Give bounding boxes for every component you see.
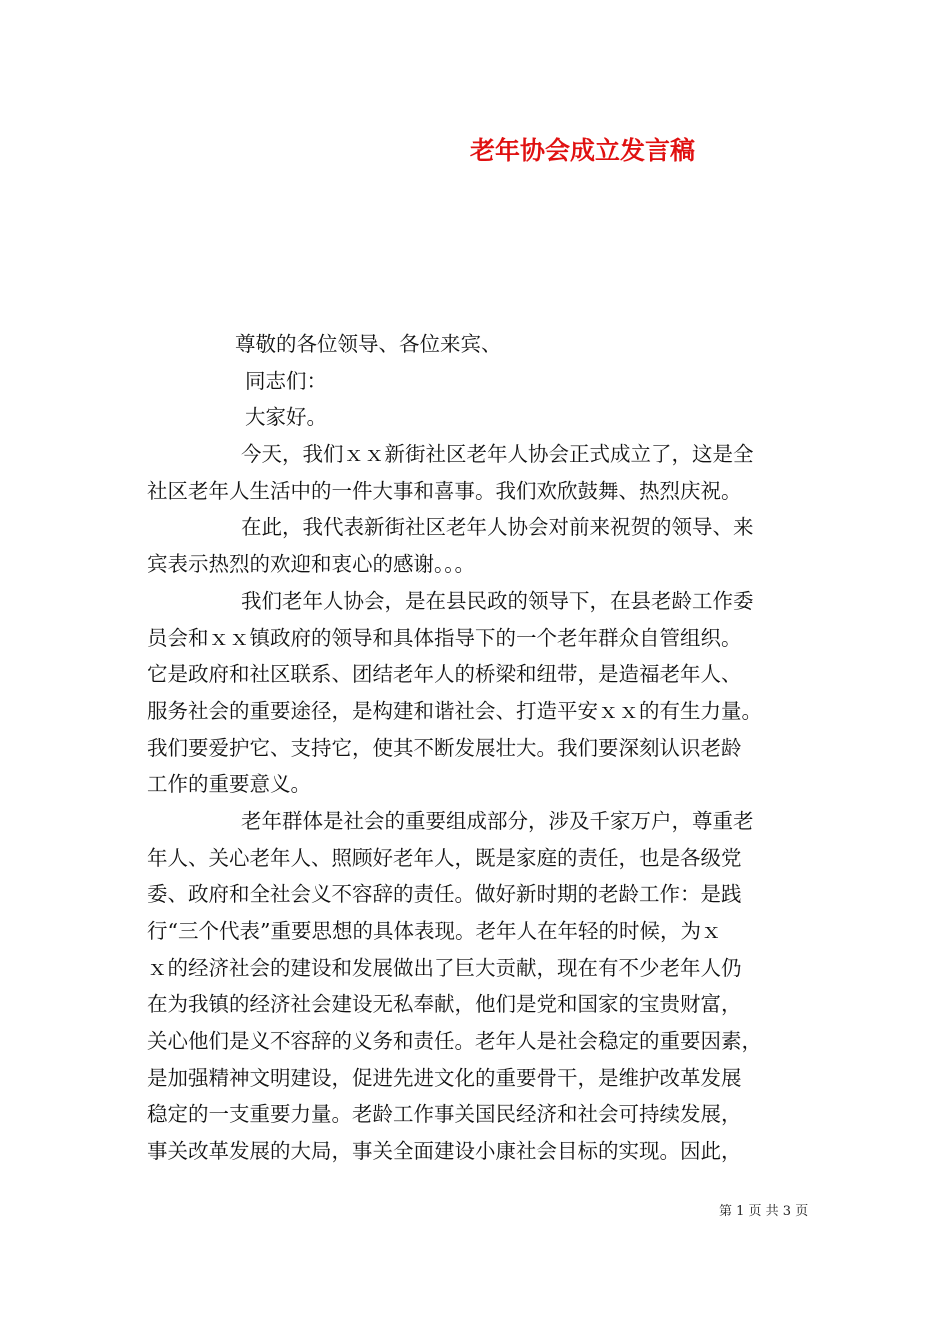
paragraph-line: 关心他们是义不容辞的义务和责任。老年人是社会稳定的重要因素， [147, 1029, 762, 1054]
paragraph-line: 员会和ｘｘ镇政府的领导和具体指导下的一个老年群众自管组织。 [147, 625, 742, 650]
paragraph-line: 在此，我代表新街社区老年人协会对前来祝贺的领导、来 [241, 515, 754, 540]
paragraph-line: 稳定的一支重要力量。老龄工作事关国民经济和社会可持续发展， [147, 1102, 742, 1127]
paragraph-line: ｘ的经济社会的建设和发展做出了巨大贡献，现在有不少老年人仍 [147, 955, 742, 980]
paragraph-line: 行“三个代表”重要思想的具体表现。老年人在年轻的时候，为ｘ [147, 919, 722, 943]
greeting-line: 尊敬的各位领导、各位来宾、 [235, 332, 502, 356]
paragraph-line: 宾表示热烈的欢迎和衷心的感谢。。。 [147, 552, 475, 577]
document-body [147, 326, 837, 1170]
paragraph-line: 我们老年人协会，是在县民政的领导下，在县老龄工作委 [241, 588, 754, 613]
paragraph-line: 服务社会的重要途径，是构建和谐社会、打造平安ｘｘ的有生力量。 [147, 698, 762, 723]
page-number: 第 1 页 共 3 页 [719, 1204, 809, 1219]
paragraph-line: 委、政府和全社会义不容辞的责任。做好新时期的老龄工作：是践 [147, 882, 742, 907]
greeting-line: 大家好。 [245, 405, 327, 430]
paragraph-line: 工作的重要意义。 [147, 772, 311, 797]
paragraph-line: 社区老年人生活中的一件大事和喜事。我们欢欣鼓舞、热烈庆祝。 [147, 478, 742, 503]
paragraph-line: 老年群体是社会的重要组成部分，涉及千家万户，尊重老 [241, 808, 754, 833]
document-title: 老年协会成立发言稿 [470, 136, 696, 165]
paragraph-line: 我们要爱护它、支持它，使其不断发展壮大。我们要深刻认识老龄 [147, 735, 742, 760]
paragraph-line: 年人、关心老年人、照顾好老年人，既是家庭的责任，也是各级党 [147, 845, 742, 870]
paragraph-line: 事关改革发展的大局，事关全面建设小康社会目标的实现。因此， [147, 1139, 742, 1164]
paragraph-line: 它是政府和社区联系、团结老年人的桥梁和纽带，是造福老年人、 [147, 662, 742, 687]
paragraph-line: 是加强精神文明建设，促进先进文化的重要骨干，是维护改革发展 [147, 1065, 742, 1090]
greeting-line: 同志们： [245, 368, 327, 393]
paragraph-line: 在为我镇的经济社会建设无私奉献，他们是党和国家的宝贵财富， [147, 992, 742, 1017]
paragraph-line: 今天，我们ｘｘ新街社区老年人协会正式成立了，这是全 [241, 442, 754, 467]
